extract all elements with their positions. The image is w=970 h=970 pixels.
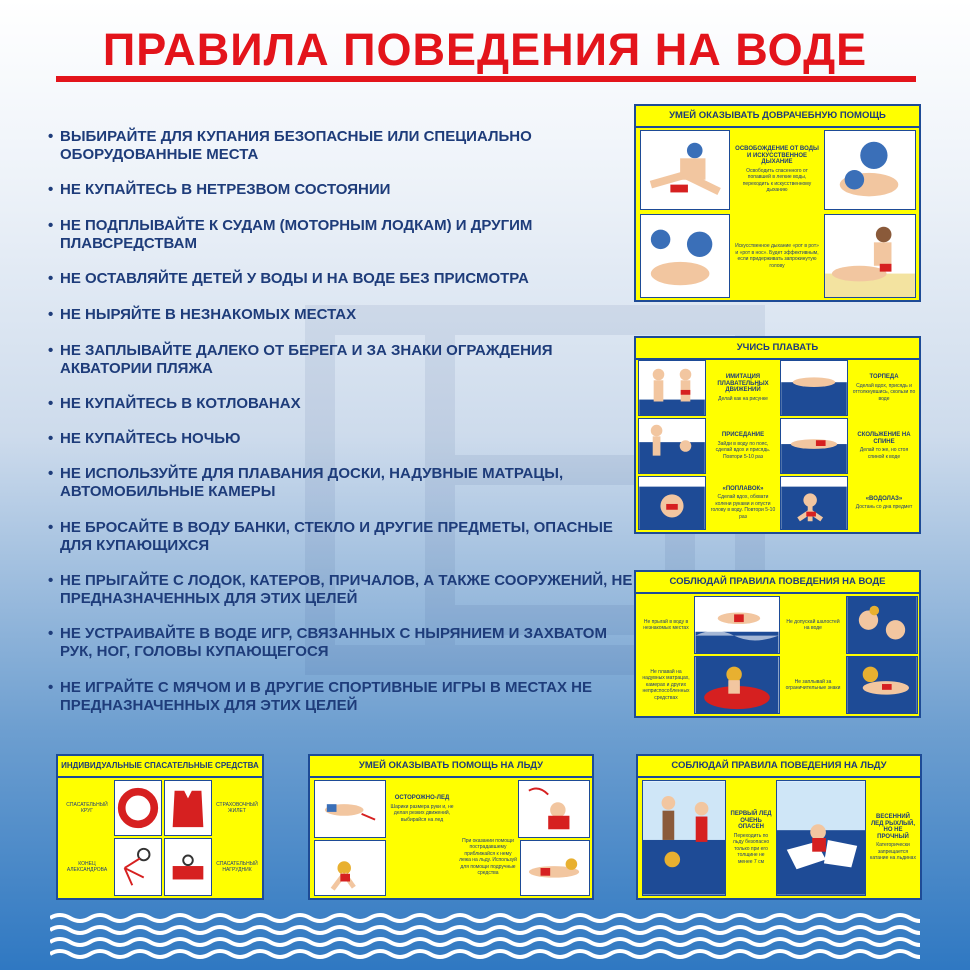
ice-help-illustration-4: [520, 840, 590, 896]
panel-learn-swim: [634, 336, 921, 534]
swim-illustration-3: [638, 418, 706, 474]
ice-help-text-1: ОСТОРОЖНО-ЛЕД Шарики размера руки и, не делая резких движений, выбирайся на лед: [390, 795, 454, 823]
ice-rules-text-2: ВЕСЕННИЙ ЛЕД РЫХЛЫЙ, НО НЕ ПРОЧНЫЙ Категорически запрещается катание на льдинах: [870, 814, 916, 862]
waves-decoration: [50, 912, 920, 964]
water-rules-illustration-4: [846, 656, 918, 714]
panel-lifesaving: [56, 754, 264, 900]
rule-item: • НЕ ЗАПЛЫВАЙТЕ ДАЛЕКО ОТ БЕРЕГА И ЗА ЗНАКИ ОГРАЖДЕНИЯ АКВАТОРИИ ПЛЯЖА: [48, 342, 553, 377]
bullet-icon: •: [48, 270, 54, 287]
title-underline: [56, 76, 916, 82]
panel-ice-rules-title: СОБЛЮДАЙ ПРАВИЛА ПОВЕДЕНИЯ НА ЛЬДУ: [638, 756, 920, 778]
panel-water-rules: [634, 570, 921, 718]
bullet-icon: •: [48, 395, 54, 412]
page-title: ПРАВИЛА ПОВЕДЕНИЯ НА ВОДЕ: [102, 24, 868, 75]
bullet-icon: •: [48, 306, 54, 323]
chest-float-illustration: [164, 838, 212, 896]
swim-text-3: ПРИСЕДАНИЕ Зайди в воду по пояс, сделай вдох и присядь. Повтори 5-10 раз: [715, 432, 771, 460]
rule-item: • НЕ КУПАЙТЕСЬ В КОТЛОВАНАХ: [48, 395, 301, 412]
bullet-icon: •: [48, 128, 54, 145]
life-vest-illustration: [164, 780, 212, 836]
lifesaving-text-4: СПАСАТЕЛЬНЫЙ НАГРУДНИК: [216, 860, 258, 873]
rule-item: • НЕ ИГРАЙТЕ С МЯЧОМ И В ДРУГИЕ СПОРТИВНЫЕ ИГРЫ В МЕСТАХ НЕ ПРЕДНАЗНАЧЕННЫХ ДЛЯ ЭТИХ ЦЕЛЕЙ: [48, 679, 593, 714]
panel-learn-swim-title: УЧИСЬ ПЛАВАТЬ: [636, 338, 919, 360]
ice-help-illustration-3: [314, 840, 386, 896]
bullet-icon: •: [48, 679, 54, 696]
panel-water-rules-title: СОБЛЮДАЙ ПРАВИЛА ПОВЕДЕНИЯ НА ВОДЕ: [636, 572, 919, 594]
rule-item: • НЕ КУПАЙТЕСЬ НОЧЬЮ: [48, 430, 241, 447]
swim-illustration-1: [638, 360, 706, 416]
lifesaving-text-2: СТРАХОВОЧНЫЙ ЖИЛЕТ: [216, 801, 258, 814]
panel-ice-help: [308, 754, 594, 900]
bullet-icon: •: [48, 625, 54, 642]
bullet-icon: •: [48, 572, 54, 589]
water-rules-illustration-3: [694, 656, 780, 714]
swim-text-1: ИМИТАЦИЯ ПЛАВАТЕЛЬНЫХ ДВИЖЕНИЙ Делай как на рисунке: [717, 374, 769, 402]
rule-item: • НЕ ПРЫГАЙТЕ С ЛОДОК, КАТЕРОВ, ПРИЧАЛОВ, А ТАКЖЕ СООРУЖЕНИЙ, НЕ ПРЕДНАЗНАЧЕННЫХ ДЛЯ ЭТИХ ЦЕЛЕЙ: [48, 572, 633, 607]
ice-rules-text-1: ПЕРВЫЙ ЛЕД ОЧЕНЬ ОПАСЕН Переходить по льду безопасно только при его толщине не менее 7 см: [730, 811, 772, 865]
water-rules-text-2: Не допускай шалостей на воде: [786, 618, 840, 631]
life-ring-illustration: [114, 780, 162, 836]
swim-text-4: СКОЛЬЖЕНИЕ НА СПИНЕ Делай то же, но стоя спиной к воде: [857, 432, 911, 460]
water-rules-illustration-2: [846, 596, 918, 654]
rule-item: • НЕ ПОДПЛЫВАЙТЕ К СУДАМ (МОТОРНЫМ ЛОДКАМ) И ДРУГИМ ПЛАВСРЕДСТВАМ: [48, 217, 533, 252]
panel-ice-help-title: УМЕЙ ОКАЗЫВАТЬ ПОМОЩЬ НА ЛЬДУ: [310, 756, 592, 778]
first-aid-illustration-1: [640, 130, 730, 210]
swim-text-6: «ВОДОЛАЗ» Достань со дна предмет: [855, 495, 913, 510]
ice-help-text-2: При оказании помощи пострадавшему приближайся к нему лежа на льду. Используй для помощи подручные средства: [459, 837, 517, 876]
bullet-icon: •: [48, 342, 54, 359]
bullet-icon: •: [48, 217, 54, 234]
water-rules-illustration-1: [694, 596, 780, 654]
swim-illustration-4: [780, 418, 848, 474]
swim-illustration-6: [780, 476, 848, 530]
rule-item: • НЕ ИСПОЛЬЗУЙТЕ ДЛЯ ПЛАВАНИЯ ДОСКИ, НАДУВНЫЕ МАТРАЦЫ, АВТОМОБИЛЬНЫЕ КАМЕРЫ: [48, 465, 564, 500]
panel-ice-rules: [636, 754, 922, 900]
first-aid-illustration-3: [640, 214, 730, 298]
lifesaving-text-3: КОНЕЦ АЛЕКСАНДРОВА: [66, 860, 108, 873]
rule-item: • НЕ БРОСАЙТЕ В ВОДУ БАНКИ, СТЕКЛО И ДРУГИЕ ПРЕДМЕТЫ, ОПАСНЫЕ ДЛЯ КУПАЮЩИХСЯ: [48, 519, 613, 554]
bullet-icon: •: [48, 519, 54, 536]
panel-first-aid: [634, 104, 921, 302]
swim-text-5: «ПОПЛАВОК» Сделай вдох, обхвати колени руками и опусти голову в воду. Повтори 5-10 раз: [710, 485, 776, 520]
rule-item: • НЕ НЫРЯЙТЕ В НЕЗНАКОМЫХ МЕСТАХ: [48, 306, 357, 323]
swim-text-2: ТОРПЕДА Сделай вдох, присядь и оттолкнувшись, скользи по воде: [852, 374, 916, 402]
bullet-icon: •: [48, 465, 54, 482]
ice-rules-illustration-1: [642, 780, 726, 896]
rescue-rope-illustration: [114, 838, 162, 896]
swim-illustration-2: [780, 360, 848, 416]
rule-item: • ВЫБИРАЙТЕ ДЛЯ КУПАНИЯ БЕЗОПАСНЫЕ ИЛИ СПЕЦИАЛЬНО ОБОРУДОВАННЫЕ МЕСТА: [48, 128, 532, 163]
ice-help-illustration-2: [518, 780, 590, 838]
first-aid-illustration-2: [824, 130, 916, 210]
rule-item: • НЕ КУПАЙТЕСЬ В НЕТРЕЗВОМ СОСТОЯНИИ: [48, 181, 391, 198]
bullet-icon: •: [48, 430, 54, 447]
rule-item: • НЕ ОСТАВЛЯЙТЕ ДЕТЕЙ У ВОДЫ И НА ВОДЕ БЕЗ ПРИСМОТРА: [48, 270, 529, 287]
ice-help-illustration-1: [314, 780, 386, 838]
first-aid-text-1: ОСВОБОЖДЕНИЕ ОТ ВОДЫ И ИСКУССТВЕННОЕ ДЫХАНИЕ Освободить спасенного от попавшей в легкие воды, переходить к искусственному дыханию: [735, 146, 819, 194]
swim-illustration-5: [638, 476, 706, 530]
panel-first-aid-title: УМЕЙ ОКАЗЫВАТЬ ДОВРАЧЕБНУЮ ПОМОЩЬ: [636, 106, 919, 128]
first-aid-illustration-4: [824, 214, 916, 298]
lifesaving-text-1: СПАСАТЕЛЬНЫЙ КРУГ: [66, 801, 108, 814]
first-aid-text-2: Искусственное дыхание «рот в рот» и «рот в нос». Будет эффективным, если придерживать запрокинутую голову: [735, 243, 819, 269]
panel-lifesaving-title: ИНДИВИДУАЛЬНЫЕ СПАСАТЕЛЬНЫЕ СРЕДСТВА: [58, 756, 262, 778]
water-rules-text-1: Не прыгай в воду в незнакомых местах: [643, 618, 689, 631]
ice-rules-illustration-2: [776, 780, 866, 896]
water-rules-text-4: Не заплывай за ограничительные знаки: [785, 678, 841, 691]
rule-item: • НЕ УСТРАИВАЙТЕ В ВОДЕ ИГР, СВЯЗАННЫХ С НЫРЯНИЕМ И ЗАХВАТОМ РУК, НОГ, ГОЛОВЫ КУПАЮЩЕГОСЯ: [48, 625, 607, 660]
water-rules-text-3: Не плавай на надувных матрацах, камерах и других неприспособленных средствах: [642, 668, 690, 701]
bullet-icon: •: [48, 181, 54, 198]
